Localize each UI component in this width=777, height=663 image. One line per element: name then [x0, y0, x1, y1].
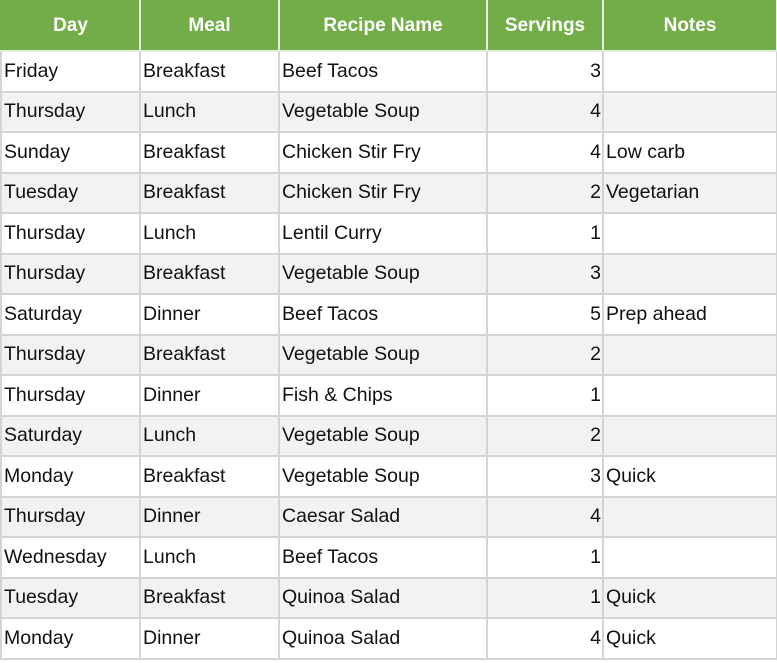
- cell-day[interactable]: Friday: [1, 51, 140, 92]
- cell-notes[interactable]: Quick: [603, 618, 777, 659]
- cell-meal[interactable]: Breakfast: [140, 51, 279, 92]
- cell-notes[interactable]: [603, 335, 777, 376]
- cell-day[interactable]: Saturday: [1, 294, 140, 335]
- cell-servings[interactable]: 3: [487, 254, 603, 295]
- cell-meal[interactable]: Dinner: [140, 618, 279, 659]
- cell-notes[interactable]: [603, 497, 777, 538]
- table-row: [1, 254, 777, 295]
- header-day[interactable]: Day: [1, 1, 140, 51]
- table-body: [1, 51, 777, 659]
- cell-servings[interactable]: 4: [487, 92, 603, 133]
- cell-day[interactable]: Thursday: [1, 254, 140, 295]
- cell-day[interactable]: Monday: [1, 456, 140, 497]
- cell-meal[interactable]: Lunch: [140, 537, 279, 578]
- cell-notes[interactable]: [603, 213, 777, 254]
- cell-day[interactable]: Tuesday: [1, 578, 140, 619]
- cell-notes[interactable]: Vegetarian: [603, 173, 777, 214]
- cell-recipe-name[interactable]: Fish & Chips: [279, 375, 487, 416]
- table-row: [1, 537, 777, 578]
- cell-meal[interactable]: Breakfast: [140, 254, 279, 295]
- cell-day[interactable]: Thursday: [1, 213, 140, 254]
- cell-notes[interactable]: [603, 416, 777, 457]
- cell-recipe-name[interactable]: Vegetable Soup: [279, 92, 487, 133]
- cell-day[interactable]: Sunday: [1, 132, 140, 173]
- cell-meal[interactable]: Dinner: [140, 294, 279, 335]
- table-row: [1, 456, 777, 497]
- cell-servings[interactable]: 1: [487, 578, 603, 619]
- cell-day[interactable]: Monday: [1, 618, 140, 659]
- header-meal[interactable]: Meal: [140, 1, 279, 51]
- cell-notes[interactable]: [603, 92, 777, 133]
- cell-recipe-name[interactable]: Vegetable Soup: [279, 254, 487, 295]
- cell-day[interactable]: Wednesday: [1, 537, 140, 578]
- cell-servings[interactable]: 1: [487, 537, 603, 578]
- table-row: [1, 294, 777, 335]
- table-row: [1, 173, 777, 214]
- cell-recipe-name[interactable]: Vegetable Soup: [279, 416, 487, 457]
- cell-day[interactable]: Thursday: [1, 497, 140, 538]
- cell-servings[interactable]: 2: [487, 335, 603, 376]
- cell-servings[interactable]: 3: [487, 51, 603, 92]
- table-row: [1, 335, 777, 376]
- cell-meal[interactable]: Breakfast: [140, 456, 279, 497]
- cell-servings[interactable]: 4: [487, 132, 603, 173]
- table-row: [1, 618, 777, 659]
- header-servings[interactable]: Servings: [487, 1, 603, 51]
- header-row: [1, 1, 777, 51]
- cell-notes[interactable]: [603, 254, 777, 295]
- cell-recipe-name[interactable]: Caesar Salad: [279, 497, 487, 538]
- cell-meal[interactable]: Breakfast: [140, 578, 279, 619]
- cell-meal[interactable]: Lunch: [140, 213, 279, 254]
- table-row: [1, 578, 777, 619]
- cell-notes[interactable]: Low carb: [603, 132, 777, 173]
- cell-notes[interactable]: [603, 537, 777, 578]
- cell-day[interactable]: Saturday: [1, 416, 140, 457]
- cell-recipe-name[interactable]: Vegetable Soup: [279, 335, 487, 376]
- cell-meal[interactable]: Dinner: [140, 375, 279, 416]
- cell-meal[interactable]: Breakfast: [140, 173, 279, 214]
- cell-notes[interactable]: [603, 375, 777, 416]
- cell-day[interactable]: Thursday: [1, 92, 140, 133]
- cell-servings[interactable]: 3: [487, 456, 603, 497]
- cell-day[interactable]: Tuesday: [1, 173, 140, 214]
- table-row: [1, 51, 777, 92]
- cell-servings[interactable]: 2: [487, 416, 603, 457]
- cell-meal[interactable]: Lunch: [140, 416, 279, 457]
- cell-recipe-name[interactable]: Vegetable Soup: [279, 456, 487, 497]
- table-row: [1, 92, 777, 133]
- cell-day[interactable]: Thursday: [1, 375, 140, 416]
- cell-notes[interactable]: Prep ahead: [603, 294, 777, 335]
- table-row: [1, 213, 777, 254]
- cell-recipe-name[interactable]: Quinoa Salad: [279, 578, 487, 619]
- cell-servings[interactable]: 1: [487, 375, 603, 416]
- cell-servings[interactable]: 4: [487, 497, 603, 538]
- cell-recipe-name[interactable]: Chicken Stir Fry: [279, 173, 487, 214]
- cell-recipe-name[interactable]: Quinoa Salad: [279, 618, 487, 659]
- table-row: [1, 416, 777, 457]
- header-notes[interactable]: Notes: [603, 1, 777, 51]
- cell-servings[interactable]: 4: [487, 618, 603, 659]
- cell-notes[interactable]: Quick: [603, 578, 777, 619]
- cell-recipe-name[interactable]: Beef Tacos: [279, 537, 487, 578]
- cell-meal[interactable]: Lunch: [140, 92, 279, 133]
- cell-recipe-name[interactable]: Beef Tacos: [279, 51, 487, 92]
- header-recipe-name[interactable]: Recipe Name: [279, 1, 487, 51]
- cell-meal[interactable]: Breakfast: [140, 132, 279, 173]
- cell-servings[interactable]: 5: [487, 294, 603, 335]
- table-row: [1, 497, 777, 538]
- cell-recipe-name[interactable]: Beef Tacos: [279, 294, 487, 335]
- cell-meal[interactable]: Dinner: [140, 497, 279, 538]
- cell-servings[interactable]: 2: [487, 173, 603, 214]
- cell-notes[interactable]: Quick: [603, 456, 777, 497]
- cell-day[interactable]: Thursday: [1, 335, 140, 376]
- cell-meal[interactable]: Breakfast: [140, 335, 279, 376]
- cell-notes[interactable]: [603, 51, 777, 92]
- table-row: [1, 375, 777, 416]
- table-row: [1, 132, 777, 173]
- cell-servings[interactable]: 1: [487, 213, 603, 254]
- cell-recipe-name[interactable]: Chicken Stir Fry: [279, 132, 487, 173]
- cell-recipe-name[interactable]: Lentil Curry: [279, 213, 487, 254]
